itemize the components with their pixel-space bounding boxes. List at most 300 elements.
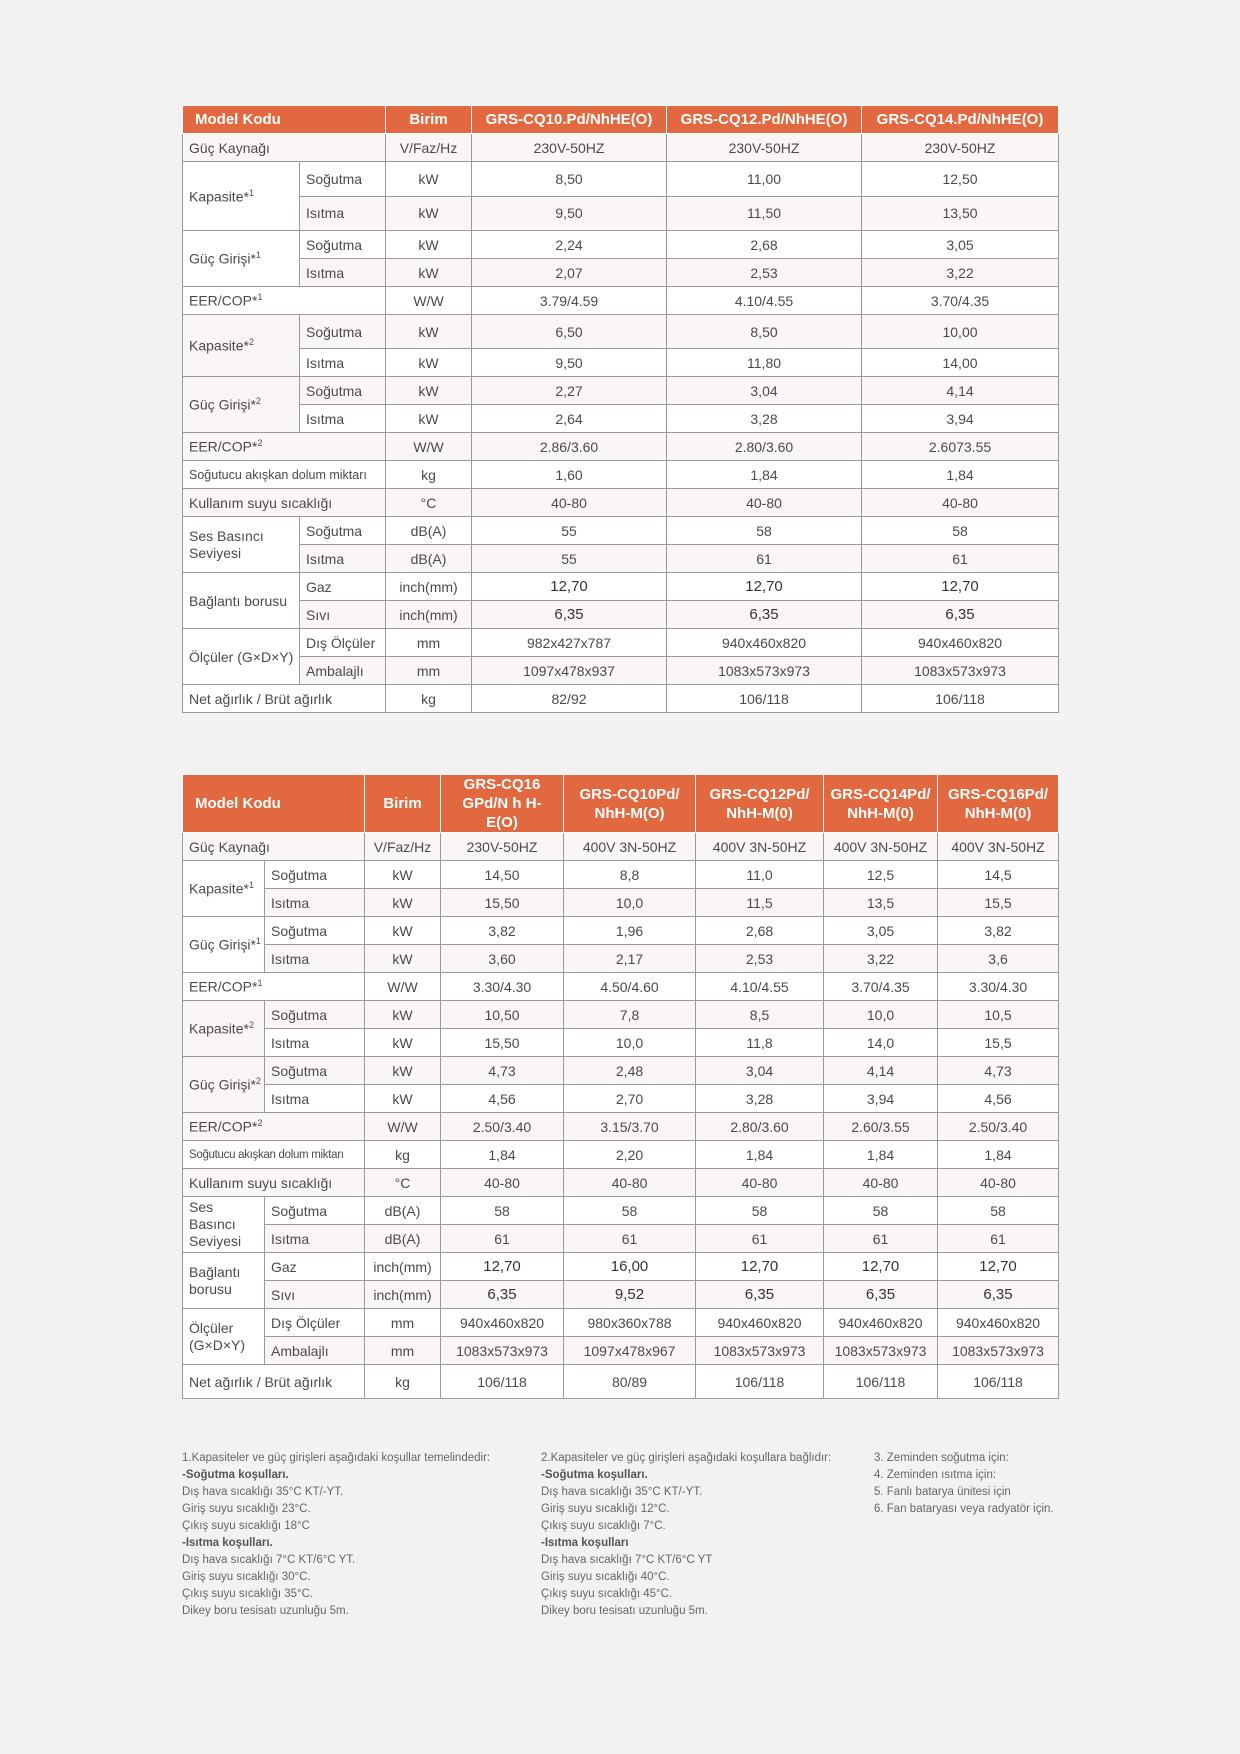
value-cell: 7,8: [564, 1001, 696, 1029]
table-row: [183, 1365, 1059, 1399]
row-label: Güç Girişi*$^1$: [183, 231, 300, 287]
table-row: [183, 461, 1059, 489]
header-model: GRS-CQ16 GPd/N h H-E(O): [441, 775, 564, 833]
header-model-kodu: Model Kodu: [183, 775, 365, 833]
value-cell: 1,96: [564, 917, 696, 945]
row-label: EER/COP*$^1$: [183, 973, 365, 1001]
table-row: [183, 889, 1059, 917]
value-cell: 2,64: [472, 405, 667, 433]
sub-label: Ambalajlı: [300, 657, 386, 685]
value-cell: 6,35: [938, 1281, 1059, 1309]
value-cell: 230V-50HZ: [472, 134, 667, 162]
spec-table-1: [182, 105, 1059, 713]
value-cell: 40-80: [667, 489, 862, 517]
unit-cell: kg: [365, 1141, 441, 1169]
value-cell: 10,5: [938, 1001, 1059, 1029]
unit-cell: dB(A): [386, 545, 472, 573]
table-header-row: [183, 106, 1059, 134]
row-label: EER/COP*$^2$: [183, 1113, 365, 1141]
table-row: [183, 917, 1059, 945]
value-cell: 4,73: [938, 1057, 1059, 1085]
value-cell: 11,5: [696, 889, 824, 917]
unit-cell: mm: [386, 657, 472, 685]
value-cell: 1083x573x973: [824, 1337, 938, 1365]
unit-cell: kW: [386, 231, 472, 259]
value-cell: 4.10/4.55: [696, 973, 824, 1001]
value-cell: 1,84: [938, 1141, 1059, 1169]
unit-cell: kW: [365, 861, 441, 889]
value-cell: 6,35: [441, 1281, 564, 1309]
value-cell: 58: [938, 1197, 1059, 1225]
value-cell: 2,48: [564, 1057, 696, 1085]
sub-label: Isıtma: [265, 889, 365, 917]
table-row: [183, 259, 1059, 287]
unit-cell: kW: [386, 349, 472, 377]
value-cell: 106/118: [938, 1365, 1059, 1399]
unit-cell: °C: [365, 1169, 441, 1197]
value-cell: 11,8: [696, 1029, 824, 1057]
value-cell: 3,82: [441, 917, 564, 945]
table-row: [183, 545, 1059, 573]
value-cell: 1,84: [862, 461, 1059, 489]
value-cell: 400V 3N-50HZ: [938, 833, 1059, 861]
row-label: Kapasite*$^1$: [183, 861, 265, 917]
value-cell: 4,14: [862, 377, 1059, 405]
value-cell: 3,94: [862, 405, 1059, 433]
unit-cell: V/Faz/Hz: [365, 833, 441, 861]
value-cell: 82/92: [472, 685, 667, 713]
value-cell: 4.10/4.55: [667, 287, 862, 315]
value-cell: 2.60/3.55: [824, 1113, 938, 1141]
value-cell: 4,73: [441, 1057, 564, 1085]
table-row: [183, 162, 1059, 197]
table-row: [183, 657, 1059, 685]
value-cell: 10,0: [824, 1001, 938, 1029]
value-cell: 3,05: [862, 231, 1059, 259]
sub-label: Dış Ölçüler: [300, 629, 386, 657]
value-cell: 16,00: [564, 1253, 696, 1281]
value-cell: 106/118: [441, 1365, 564, 1399]
value-cell: 8,8: [564, 861, 696, 889]
table-row: [183, 1309, 1059, 1337]
header-birim: Birim: [386, 106, 472, 134]
value-cell: 1083x573x973: [667, 657, 862, 685]
value-cell: 58: [564, 1197, 696, 1225]
value-cell: 3,04: [696, 1057, 824, 1085]
value-cell: 106/118: [862, 685, 1059, 713]
sub-label: Soğutma: [265, 1057, 365, 1085]
value-cell: 940x460x820: [862, 629, 1059, 657]
sub-label: Isıtma: [265, 1029, 365, 1057]
table-row: [183, 945, 1059, 973]
value-cell: 1,84: [696, 1141, 824, 1169]
note-line: Dış hava sıcaklığı 35°C KT/-YT.: [182, 1486, 344, 1498]
value-cell: 3,94: [824, 1085, 938, 1113]
row-label: Net ağırlık / Brüt ağırlık: [183, 1365, 365, 1399]
sub-label: Isıtma: [265, 1085, 365, 1113]
row-label: Bağlantı borusu: [183, 1253, 265, 1309]
table-row: [183, 287, 1059, 315]
note-line: 1.Kapasiteler ve güç girişleri aşağıdaki koşullar temelindedir:: [182, 1452, 491, 1464]
value-cell: 2,68: [667, 231, 862, 259]
value-cell: 12,70: [667, 573, 862, 601]
value-cell: 14,0: [824, 1029, 938, 1057]
row-label: Güç Girişi*$^1$: [183, 917, 265, 973]
table-row: [183, 1281, 1059, 1309]
table-row: [183, 861, 1059, 889]
value-cell: 58: [667, 517, 862, 545]
value-cell: 3,22: [824, 945, 938, 973]
unit-cell: mm: [365, 1309, 441, 1337]
value-cell: 230V-50HZ: [862, 134, 1059, 162]
value-cell: 8,50: [472, 162, 667, 197]
value-cell: 61: [696, 1225, 824, 1253]
header-model: GRS-CQ14Pd/ NhH-M(0): [824, 775, 938, 833]
unit-cell: inch(mm): [365, 1253, 441, 1281]
table-row: [183, 377, 1059, 405]
value-cell: 3,6: [938, 945, 1059, 973]
value-cell: 230V-50HZ: [667, 134, 862, 162]
unit-cell: °C: [386, 489, 472, 517]
header-model-kodu: Model Kodu: [183, 106, 386, 134]
note-line: 3. Zeminden soğutma için:: [874, 1452, 1009, 1464]
unit-cell: kW: [386, 405, 472, 433]
value-cell: 4,56: [441, 1085, 564, 1113]
value-cell: 6,35: [667, 601, 862, 629]
note-line: Dikey boru tesisatı uzunluğu 5m.: [182, 1605, 349, 1617]
value-cell: 2,24: [472, 231, 667, 259]
value-cell: 15,5: [938, 1029, 1059, 1057]
value-cell: 1,84: [441, 1141, 564, 1169]
table-row: [183, 1253, 1059, 1281]
note-line: Çıkış suyu sıcaklığı 45°C.: [541, 1588, 673, 1600]
value-cell: 3.30/4.30: [441, 973, 564, 1001]
unit-cell: mm: [365, 1337, 441, 1365]
value-cell: 3,05: [824, 917, 938, 945]
sub-label: Isıtma: [300, 196, 386, 231]
value-cell: 58: [441, 1197, 564, 1225]
row-label: Kapasite*$^1$: [183, 162, 300, 231]
value-cell: 61: [824, 1225, 938, 1253]
value-cell: 3.15/3.70: [564, 1113, 696, 1141]
value-cell: 1,84: [667, 461, 862, 489]
table-row: [183, 315, 1059, 349]
value-cell: 12,70: [862, 573, 1059, 601]
row-label: Güç Girişi*$^2$: [183, 377, 300, 433]
sub-label: Soğutma: [265, 861, 365, 889]
value-cell: 11,00: [667, 162, 862, 197]
value-cell: 6,50: [472, 315, 667, 349]
unit-cell: kW: [365, 945, 441, 973]
table-row: [183, 1029, 1059, 1057]
table-row: [183, 1057, 1059, 1085]
unit-cell: kW: [386, 259, 472, 287]
value-cell: 1083x573x973: [696, 1337, 824, 1365]
value-cell: 9,50: [472, 349, 667, 377]
row-label: EER/COP*$^2$: [183, 433, 386, 461]
row-label: Soğutucu akışkan dolum miktarı: [183, 461, 386, 489]
value-cell: 12,70: [938, 1253, 1059, 1281]
value-cell: 940x460x820: [824, 1309, 938, 1337]
note-line: Giriş suyu sıcaklığı 23°C.: [182, 1503, 311, 1515]
value-cell: 11,80: [667, 349, 862, 377]
table-row: [183, 1085, 1059, 1113]
value-cell: 40-80: [824, 1169, 938, 1197]
row-label: Güç Girişi*$^2$: [183, 1057, 265, 1113]
value-cell: 14,50: [441, 861, 564, 889]
value-cell: 9,52: [564, 1281, 696, 1309]
table-row: [183, 601, 1059, 629]
unit-cell: kW: [365, 1085, 441, 1113]
value-cell: 8,5: [696, 1001, 824, 1029]
value-cell: 2.86/3.60: [472, 433, 667, 461]
value-cell: 40-80: [696, 1169, 824, 1197]
unit-cell: kW: [386, 196, 472, 231]
value-cell: 1097x478x937: [472, 657, 667, 685]
value-cell: 8,50: [667, 315, 862, 349]
note-line: -Isıtma koşulları.: [182, 1537, 273, 1549]
note-line: 2.Kapasiteler ve güç girişleri aşağıdaki koşullara bağlıdır:: [541, 1452, 832, 1464]
unit-cell: kg: [386, 685, 472, 713]
value-cell: 40-80: [862, 489, 1059, 517]
value-cell: 14,5: [938, 861, 1059, 889]
row-label: Ölçüler (G×D×Y): [183, 629, 300, 685]
value-cell: 12,50: [862, 162, 1059, 197]
value-cell: 61: [441, 1225, 564, 1253]
header-model: GRS-CQ16Pd/ NhH-M(0): [938, 775, 1059, 833]
table-row: [183, 685, 1059, 713]
value-cell: 3,60: [441, 945, 564, 973]
note-line: Çıkış suyu sıcaklığı 7°C.: [541, 1520, 666, 1532]
notes-column-1: [182, 1450, 490, 1620]
value-cell: 15,50: [441, 1029, 564, 1057]
value-cell: 10,0: [564, 1029, 696, 1057]
note-line: Dış hava sıcaklığı 35°C KT/-YT.: [541, 1486, 703, 1498]
table-row: [183, 231, 1059, 259]
header-model: GRS-CQ14.Pd/NhHE(O): [862, 106, 1059, 134]
value-cell: 400V 3N-50HZ: [696, 833, 824, 861]
sub-label: Soğutma: [300, 162, 386, 197]
value-cell: 2,53: [667, 259, 862, 287]
note-line: 6. Fan bataryası veya radyatör için.: [874, 1503, 1054, 1515]
note-line: Dış hava sıcaklığı 7°C KT/6°C YT.: [182, 1554, 356, 1566]
value-cell: 40-80: [938, 1169, 1059, 1197]
value-cell: 58: [696, 1197, 824, 1225]
note-line: Dış hava sıcaklığı 7°C KT/6°C YT: [541, 1554, 713, 1566]
value-cell: 61: [667, 545, 862, 573]
value-cell: 61: [564, 1225, 696, 1253]
value-cell: 3,28: [667, 405, 862, 433]
value-cell: 12,70: [441, 1253, 564, 1281]
value-cell: 12,70: [472, 573, 667, 601]
value-cell: 10,50: [441, 1001, 564, 1029]
sub-label: Isıtma: [300, 405, 386, 433]
table-header-row: [183, 775, 1059, 833]
sub-label: Isıtma: [265, 945, 365, 973]
value-cell: 106/118: [696, 1365, 824, 1399]
value-cell: 230V-50HZ: [441, 833, 564, 861]
sub-label: Dış Ölçüler: [265, 1309, 365, 1337]
value-cell: 3,82: [938, 917, 1059, 945]
note-line: Çıkış suyu sıcaklığı 18°C: [182, 1520, 310, 1532]
unit-cell: W/W: [365, 1113, 441, 1141]
unit-cell: kg: [365, 1365, 441, 1399]
unit-cell: mm: [386, 629, 472, 657]
unit-cell: kW: [365, 1057, 441, 1085]
value-cell: 982x427x787: [472, 629, 667, 657]
unit-cell: inch(mm): [386, 573, 472, 601]
value-cell: 2,70: [564, 1085, 696, 1113]
table-row: [183, 1169, 1059, 1197]
spec-table-2: [182, 774, 1059, 1399]
sub-label: Isıtma: [265, 1225, 365, 1253]
value-cell: 11,0: [696, 861, 824, 889]
note-line: Dikey boru tesisatı uzunluğu 5m.: [541, 1605, 708, 1617]
unit-cell: W/W: [386, 287, 472, 315]
note-line: Giriş suyu sıcaklığı 40°C.: [541, 1571, 670, 1583]
value-cell: 6,35: [472, 601, 667, 629]
table-row: [183, 489, 1059, 517]
sub-label: Gaz: [265, 1253, 365, 1281]
value-cell: 40-80: [472, 489, 667, 517]
header-model: GRS-CQ10.Pd/NhHE(O): [472, 106, 667, 134]
value-cell: 4,56: [938, 1085, 1059, 1113]
value-cell: 15,5: [938, 889, 1059, 917]
header-model: GRS-CQ10Pd/ NhH-M(O): [564, 775, 696, 833]
unit-cell: inch(mm): [365, 1281, 441, 1309]
value-cell: 40-80: [564, 1169, 696, 1197]
table-row: [183, 196, 1059, 231]
table-row: [183, 1001, 1059, 1029]
table-row: [183, 1225, 1059, 1253]
sub-label: Soğutma: [265, 1001, 365, 1029]
value-cell: 3.30/4.30: [938, 973, 1059, 1001]
value-cell: 3,22: [862, 259, 1059, 287]
notes-column-3: [874, 1450, 1054, 1518]
sub-label: Isıtma: [300, 259, 386, 287]
value-cell: 940x460x820: [667, 629, 862, 657]
value-cell: 58: [824, 1197, 938, 1225]
value-cell: 2.6073.55: [862, 433, 1059, 461]
value-cell: 940x460x820: [696, 1309, 824, 1337]
row-label: Güç Kaynağı: [183, 134, 386, 162]
note-line: 4. Zeminden ısıtma için:: [874, 1469, 997, 1481]
table-row: [183, 1337, 1059, 1365]
unit-cell: kW: [386, 315, 472, 349]
row-label: Ses Basıncı Seviyesi: [183, 1197, 265, 1253]
value-cell: 106/118: [667, 685, 862, 713]
value-cell: 2,53: [696, 945, 824, 973]
value-cell: 1083x573x973: [938, 1337, 1059, 1365]
value-cell: 6,35: [824, 1281, 938, 1309]
unit-cell: kW: [365, 917, 441, 945]
row-label: Kapasite*$^2$: [183, 1001, 265, 1057]
table-row: [183, 349, 1059, 377]
value-cell: 11,50: [667, 196, 862, 231]
value-cell: 13,5: [824, 889, 938, 917]
table-row: [183, 973, 1059, 1001]
sub-label: Isıtma: [300, 349, 386, 377]
value-cell: 2.80/3.60: [667, 433, 862, 461]
row-label: Kullanım suyu sıcaklığı: [183, 1169, 365, 1197]
table-row: [183, 1141, 1059, 1169]
value-cell: 9,50: [472, 196, 667, 231]
note-line: Giriş suyu sıcaklığı 30°C.: [182, 1571, 311, 1583]
unit-cell: V/Faz/Hz: [386, 134, 472, 162]
unit-cell: kg: [386, 461, 472, 489]
note-line: 5. Fanlı batarya ünitesi için: [874, 1486, 1011, 1498]
unit-cell: dB(A): [365, 1225, 441, 1253]
value-cell: 2.80/3.60: [696, 1113, 824, 1141]
value-cell: 55: [472, 517, 667, 545]
value-cell: 12,70: [696, 1253, 824, 1281]
value-cell: 106/118: [824, 1365, 938, 1399]
value-cell: 1083x573x973: [441, 1337, 564, 1365]
value-cell: 3.70/4.35: [824, 973, 938, 1001]
sub-label: Sıvı: [300, 601, 386, 629]
value-cell: 2.50/3.40: [938, 1113, 1059, 1141]
table-row: [183, 405, 1059, 433]
sub-label: Soğutma: [300, 517, 386, 545]
value-cell: 980x360x788: [564, 1309, 696, 1337]
unit-cell: kW: [386, 377, 472, 405]
sub-label: Soğutma: [265, 917, 365, 945]
value-cell: 61: [938, 1225, 1059, 1253]
note-line: -Soğutma koşulları.: [541, 1469, 648, 1481]
value-cell: 6,35: [696, 1281, 824, 1309]
unit-cell: W/W: [365, 973, 441, 1001]
value-cell: 4.50/4.60: [564, 973, 696, 1001]
sub-label: Soğutma: [300, 315, 386, 349]
unit-cell: dB(A): [365, 1197, 441, 1225]
table-row: [183, 134, 1059, 162]
note-line: Çıkış suyu sıcaklığı 35°C.: [182, 1588, 314, 1600]
value-cell: 2,07: [472, 259, 667, 287]
value-cell: 2,20: [564, 1141, 696, 1169]
value-cell: 58: [862, 517, 1059, 545]
sub-label: Soğutma: [265, 1197, 365, 1225]
value-cell: 400V 3N-50HZ: [564, 833, 696, 861]
unit-cell: inch(mm): [386, 601, 472, 629]
unit-cell: W/W: [386, 433, 472, 461]
table-row: [183, 433, 1059, 461]
row-label: Ölçüler (G×D×Y): [183, 1309, 265, 1365]
sub-label: Sıvı: [265, 1281, 365, 1309]
row-label: Soğutucu akışkan dolum miktarı: [183, 1141, 365, 1169]
table-row: [183, 517, 1059, 545]
sub-label: Ambalajlı: [265, 1337, 365, 1365]
value-cell: 10,0: [564, 889, 696, 917]
sub-label: Gaz: [300, 573, 386, 601]
header-birim: Birim: [365, 775, 441, 833]
row-label: Net ağırlık / Brüt ağırlık: [183, 685, 386, 713]
table-row: [183, 629, 1059, 657]
table-row: [183, 833, 1059, 861]
value-cell: 61: [862, 545, 1059, 573]
value-cell: 940x460x820: [441, 1309, 564, 1337]
note-line: -Soğutma koşulları.: [182, 1469, 289, 1481]
value-cell: 2,17: [564, 945, 696, 973]
value-cell: 400V 3N-50HZ: [824, 833, 938, 861]
row-label: Kullanım suyu sıcaklığı: [183, 489, 386, 517]
value-cell: 15,50: [441, 889, 564, 917]
table-row: [183, 1197, 1059, 1225]
header-model: GRS-CQ12Pd/ NhH-M(0): [696, 775, 824, 833]
note-line: Giriş suyu sıcaklığı 12°C.: [541, 1503, 670, 1515]
value-cell: 10,00: [862, 315, 1059, 349]
value-cell: 40-80: [441, 1169, 564, 1197]
value-cell: 6,35: [862, 601, 1059, 629]
